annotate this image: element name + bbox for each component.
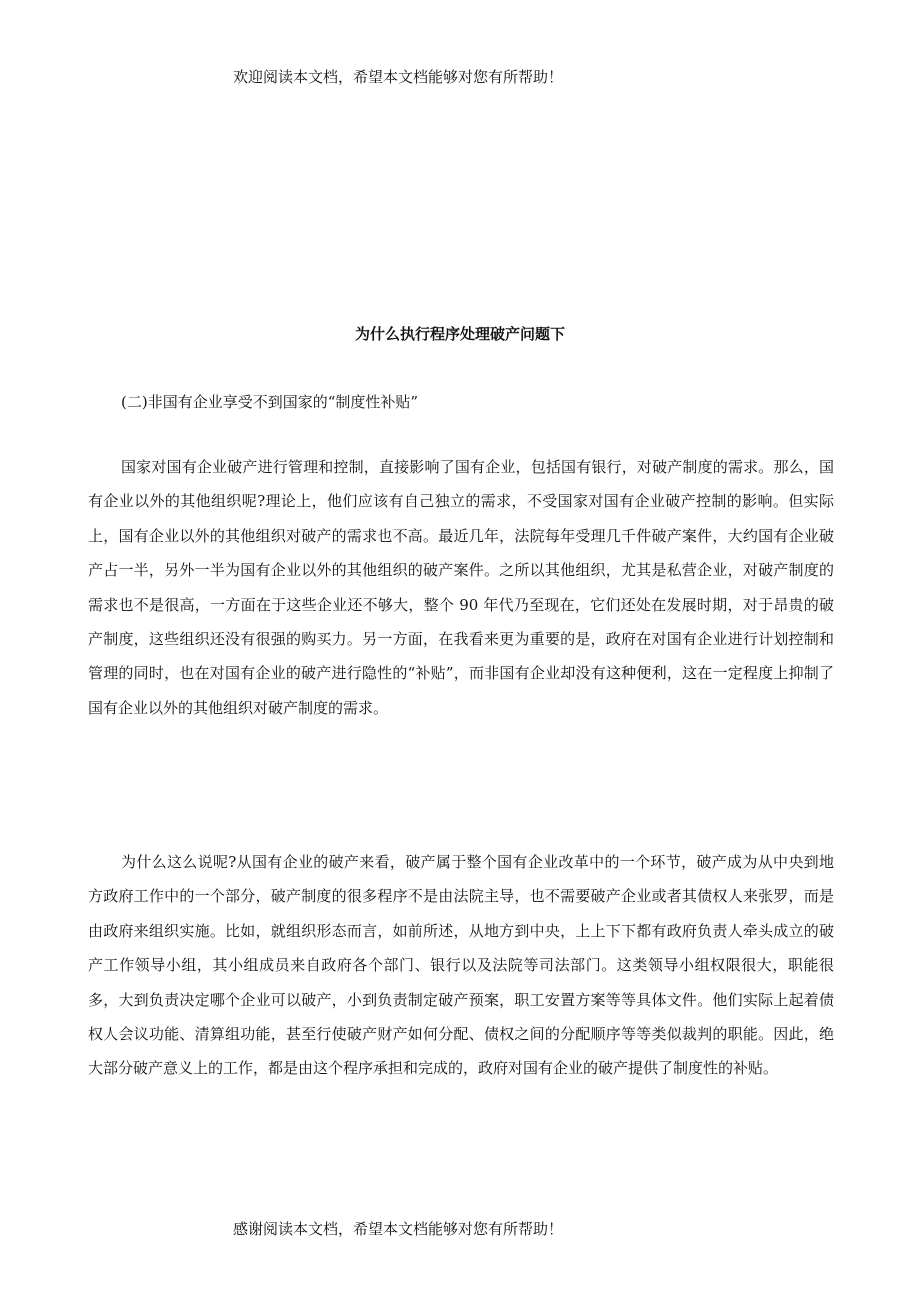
- footer-thanks-note: 感谢阅读本文档，希望本文档能够对您有所帮助！: [233, 1220, 564, 1238]
- body-paragraph-1: 国家对国有企业破产进行管理和控制，直接影响了国有企业，包括国有银行，对破产制度的需求。那么，国有企业以外的其他组织呢?理论上，他们应该有自己独立的需求，不受国家对国有企业破产控制的影响。但实际上，国有企业以外的其他组织对破产的需求也不高。最近几年，法院每年受理几千件破产案件，大约国有企业破产占一半，另外一半为国有企业以外的其他组织的破产案件。之所以其他组织，尤其是私营企业，对破产制度的需求也不是很高，一方面在于这些企业还不够大，整个 90 年代乃至现在，它们还处在发展时期，对于昂贵的破产制度，这些组织还没有很强的购买力。另一方面，在我看来更为重要的是，政府在对国有企业进行计划控制和管理的同时，也在对国有企业的破产进行隐性的“补贴”，而非国有企业却没有这种便利，这在一定程度上抑制了国有企业以外的其他组织对破产制度的需求。: [88, 458, 834, 717]
- section-subheading: (二)非国有企业享受不到国家的“制度性补贴”: [121, 393, 419, 411]
- document-title: 为什么执行程序处理破产问题下: [354, 325, 565, 343]
- body-paragraph-2: 为什么这么说呢?从国有企业的破产来看，破产属于整个国有企业改革中的一个环节，破产成为从中央到地方政府工作中的一个部分，破产制度的很多程序不是由法院主导，也不需要破产企业或者其债权人来张罗，而是由政府来组织实施。比如，就组织形态而言，如前所述，从地方到中央，上上下下都有政府负责人牵头成立的破产工作领导小组，其小组成员来自政府各个部门、银行以及法院等司法部门。这类领导小组权限很大，职能很多，大到负责决定哪个企业可以破产，小到负责制定破产预案，职工安置方案等等具体文件。他们实际上起着债权人会议功能、清算组功能，甚至行使破产财产如何分配、债权之间的分配顺序等等类似裁判的职能。因此，绝大部分破产意义上的工作，都是由这个程序承担和完成的，政府对国有企业的破产提供了制度性的补贴。: [88, 853, 834, 1078]
- header-welcome-note: 欢迎阅读本文档，希望本文档能够对您有所帮助！: [233, 68, 564, 86]
